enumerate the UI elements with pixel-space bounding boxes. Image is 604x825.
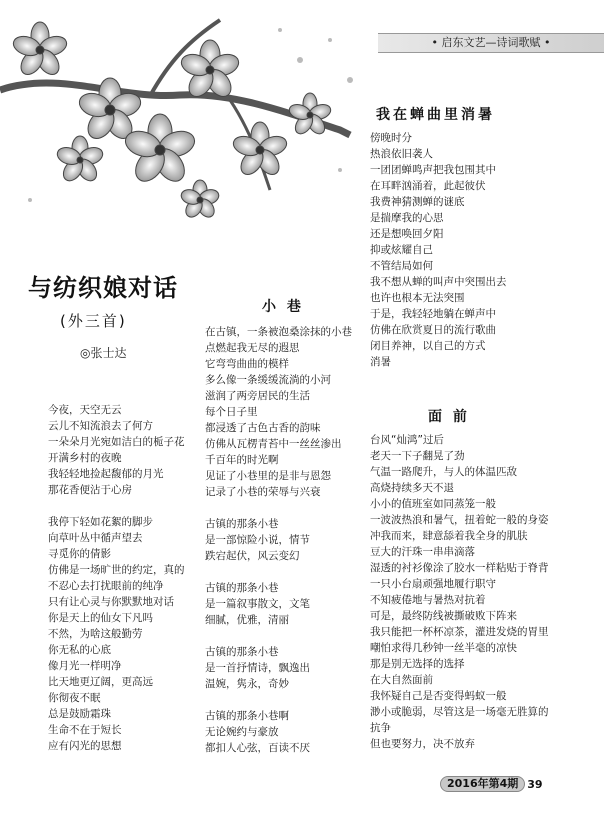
poem-line: 我费神猜测蝉的谜底 (370, 196, 465, 208)
poem-line: 嘲怕求得几秒钟一丝半毫的凉快 (370, 642, 517, 654)
poem1-title: 与纺织娘对话 (28, 274, 178, 302)
poem-line: 在古镇，一条被泡桑涂抹的小巷 (205, 326, 352, 338)
poem-line: 可是，最终防线被撕破败下阵来 (370, 610, 517, 622)
poem-line: 不然，为啥这般勤劳 (48, 628, 143, 640)
poem4-title: 面 前 (428, 409, 470, 425)
poem-line: 还是想唤回夕阳 (370, 228, 444, 240)
poem-line: 见证了小巷里的是非与恩怨 (205, 470, 331, 482)
poem-line: 每个日子里 (205, 406, 258, 418)
poem-line: 应有闪光的思想 (48, 740, 122, 752)
poem-line: 你无私的心底 (48, 644, 111, 656)
poem-line: 仿佛从瓦楞青苔中一丝丝渗出 (205, 438, 342, 450)
poem-line: 我轻轻地捡起馥郁的月光 (48, 468, 164, 480)
poem-line: 多么像一条缓缓流淌的小河 (205, 374, 331, 386)
poem-line: 我只能把一杯杯凉茶，灌进发烧的胃里 (370, 626, 549, 638)
poem3-title: 我在蝉曲里消暑 (376, 107, 495, 123)
poem-line: 古镇的那条小巷 (205, 582, 279, 594)
poem-line: 寻觅你的倩影 (48, 548, 111, 560)
blossom-branch-illustration (0, 0, 370, 250)
poem-line: 也许也根本无法突围 (370, 292, 465, 304)
poem-line: 那是别无选择的选择 (370, 658, 465, 670)
poem-line: 今夜，天空无云 (48, 404, 122, 416)
poem3-body (370, 130, 507, 370)
poem-line: 渺小或脆弱，尽管这是一场毫无胜算的 (370, 706, 549, 718)
poem1-subtitle: (外三首) (60, 312, 127, 330)
poem-line: 比天地更辽阔，更高远 (48, 676, 153, 688)
poem-line: 高烧持续多天不退 (370, 482, 454, 494)
poem-line: 无论婉约与豪放 (205, 726, 279, 738)
poem-line: 不管结局如何 (370, 260, 433, 272)
poem-line: 细腻，优雅，清丽 (205, 614, 289, 626)
poem-line: 你彻夜不眠 (48, 692, 101, 704)
poem-line: 小小的值班室如同蒸笼一般 (370, 498, 496, 510)
poem-line: 古镇的那条小巷 (205, 518, 279, 530)
poem-line: 我怀疑自己是否变得蚂蚁一般 (370, 690, 507, 702)
poem4-body (370, 432, 549, 752)
poem-line: 但也要努力，决不放弃 (370, 738, 475, 750)
page-footer (440, 776, 590, 792)
poem1-body (48, 402, 185, 754)
poem-line: 是一篇叙事散文，文笔 (205, 598, 310, 610)
poem-line: 我不想从蝉的叫声中突围出去 (370, 276, 507, 288)
poem-line: 热浪依旧袭人 (370, 148, 433, 160)
poem-line: 在大自然面前 (370, 674, 433, 686)
poem-line: 滋润了两旁居民的生活 (205, 390, 310, 402)
poem-line: 温婉，隽永，奇妙 (205, 678, 289, 690)
poem-line: 闭目养神，以自己的方式 (370, 340, 486, 352)
poem-line: 冲我而来，肆意舔着我全身的肌肤 (370, 530, 528, 542)
section-header: • 启东文艺—诗词歌赋 • (378, 33, 604, 53)
poem-line: 是揣摩我的心思 (370, 212, 444, 224)
poem-line: 台风“灿鸿”过后 (370, 434, 444, 446)
poem-line: 气温一路爬升，与人的体温匹敌 (370, 466, 517, 478)
poem-line: 我停下轻如花絮的脚步 (48, 516, 153, 528)
poem-line: 不忍心去打扰眼前的纯净 (48, 580, 164, 592)
poem-line: 消暑 (370, 356, 391, 368)
issue-badge: 2016年第4期 (440, 776, 525, 792)
poem-line: 点燃起我无尽的遐思 (205, 342, 300, 354)
poem-line: 一团团蝉鸣声把我包围其中 (370, 164, 496, 176)
poem-line: 老天一下子翻晃了劲 (370, 450, 465, 462)
poem-line: 湿透的衬衫像涂了胶水一样粘贴于脊背 (370, 562, 549, 574)
poem-line: 一朵朵月光宛如洁白的栀子花 (48, 436, 185, 448)
poem-line: 它弯弯曲曲的模样 (205, 358, 289, 370)
poem-line: 向草叶丛中循声望去 (48, 532, 143, 544)
poem-line: 像月光一样明净 (48, 660, 122, 672)
poem-line: 你是天上的仙女下凡吗 (48, 612, 153, 624)
poem-line: 开满乡村的夜晚 (48, 452, 122, 464)
poem-line: 云儿不知流浪去了何方 (48, 420, 153, 432)
poem-line: 那花香便沾于心房 (48, 484, 132, 496)
poem-line: 只有让心灵与你默默地对话 (48, 596, 174, 608)
poem-line: 在耳畔汹涌着，此起彼伏 (370, 180, 486, 192)
poem-line: 古镇的那条小巷 (205, 646, 279, 658)
poem2-title: 小 巷 (262, 299, 304, 315)
poem-line: 于是，我轻轻地躺在蝉声中 (370, 308, 496, 320)
poem-line: 跌宕起伏，风云变幻 (205, 550, 300, 562)
poem-line: 记录了小巷的荣辱与兴衰 (205, 486, 321, 498)
poem-line: 仿佛是一场旷世的约定，真的 (48, 564, 185, 576)
poem-line: 总是鼓励霜珠 (48, 708, 111, 720)
poem-line: 生命不在于短长 (48, 724, 122, 736)
poem-line: 豆大的汗珠一串串滴落 (370, 546, 475, 558)
poem-line: 一只小台扇顽强地履行职守 (370, 578, 496, 590)
poem-line: 抗争 (370, 722, 391, 734)
poem-line: 是一部惊险小说，情节 (205, 534, 310, 546)
poem-line: 傍晚时分 (370, 132, 412, 144)
poem-line: 一波波热浪和暑气，扭着蛇一般的身姿 (370, 514, 549, 526)
page-number: 39 (527, 777, 543, 791)
poem-line: 都浸透了古色古香的韵味 (205, 422, 321, 434)
poem-line: 古镇的那条小巷啊 (205, 710, 289, 722)
poem-line: 是一首抒情诗，飘逸出 (205, 662, 310, 674)
poem-line: 都扣人心弦，百读不厌 (205, 742, 310, 754)
poem-line: 千百年的时光啊 (205, 454, 279, 466)
poem-line: 抑或炫耀自己 (370, 244, 433, 256)
poem2-body (205, 324, 352, 756)
author: ◎张士达 (80, 346, 127, 360)
poem-line: 仿佛在欣赏夏日的流行歌曲 (370, 324, 496, 336)
poem-line: 不知疲倦地与暑热对抗着 (370, 594, 486, 606)
